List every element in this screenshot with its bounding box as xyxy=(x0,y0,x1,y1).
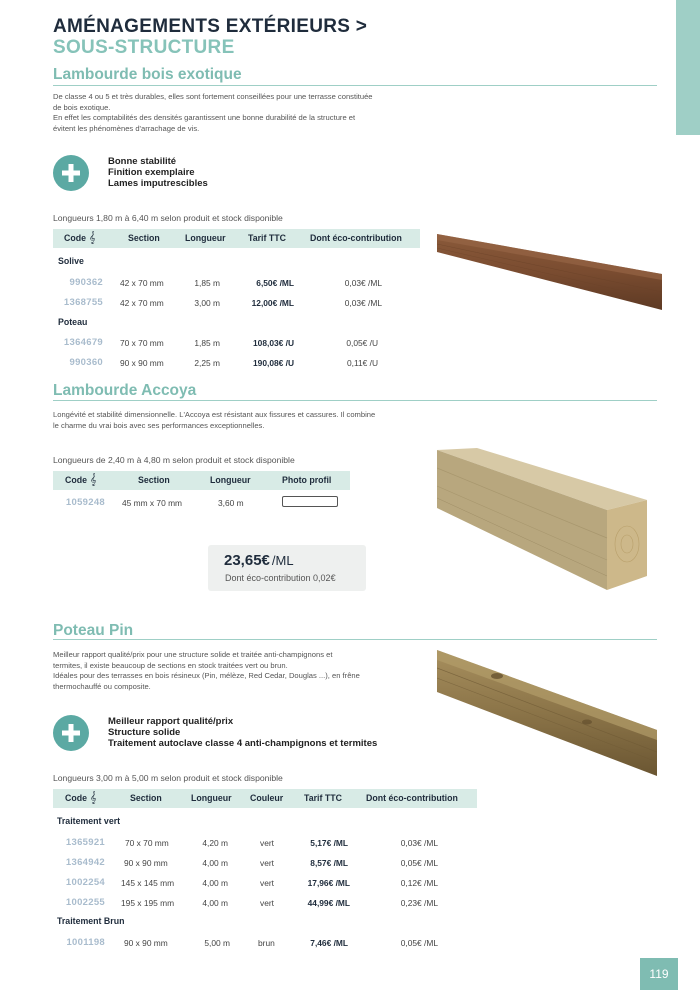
couleur-cell: vert xyxy=(260,858,274,868)
description-line: le charme du vrai bois avec ses performances exceptionnelles. xyxy=(53,420,265,430)
tarif-cell: 190,08€ /U xyxy=(253,358,294,368)
section-divider xyxy=(53,85,657,86)
lambourde-accoya-photo xyxy=(437,448,652,598)
longueur-cell: 4,00 m xyxy=(202,898,228,908)
longueur-cell: 5,00 m xyxy=(204,938,230,948)
col-header-tarif: Tarif TTC xyxy=(248,233,286,243)
price-value: 23,65€ xyxy=(224,552,270,569)
benefit-item: Traitement autoclave classe 4 anti-champignons et termites xyxy=(108,738,378,749)
price-eco-contribution: Dont éco-contribution 0,02€ xyxy=(225,573,336,583)
description-line: de bois exotique. xyxy=(53,102,111,112)
col-header-longueur: Longueur xyxy=(185,233,226,243)
description-line: termites, il existe beaucoup de sections en stock traitées vert ou brun. xyxy=(53,660,288,670)
product-code: 1002255 xyxy=(65,897,105,908)
product-code: 1364942 xyxy=(65,857,105,868)
product-code: 990362 xyxy=(69,277,103,288)
tarif-cell: 17,96€ /ML xyxy=(307,878,350,888)
tarif-cell: 5,17€ /ML xyxy=(310,838,348,848)
col-header-code: Code 𝄞 xyxy=(64,229,96,248)
eco-cell: 0,11€ /U xyxy=(346,358,378,368)
section-divider xyxy=(53,400,657,401)
eco-cell: 0,05€ /ML xyxy=(400,938,438,948)
group-label: Poteau xyxy=(58,317,88,327)
tarif-cell: 7,46€ /ML xyxy=(310,938,348,948)
eco-cell: 0,03€ /ML xyxy=(400,838,438,848)
page-title-line1: AMÉNAGEMENTS EXTÉRIEURS > xyxy=(53,16,368,37)
col-header-longueur: Longueur xyxy=(210,475,251,485)
section-title-lambourde-accoya: Lambourde Accoya xyxy=(53,382,197,399)
group-label: Traitement vert xyxy=(57,816,121,826)
section-cell: 45 mm x 70 mm xyxy=(122,498,183,508)
benefit-item: Finition exemplaire xyxy=(108,167,195,178)
section-cell: 70 x 70 mm xyxy=(125,838,169,848)
col-header-photo: Photo profil xyxy=(282,475,332,485)
col-header-couleur: Couleur xyxy=(250,793,284,803)
lambourde-exotique-photo xyxy=(437,232,662,312)
treble-clef-icon: 𝄞 xyxy=(89,232,96,244)
description-line: De classe 4 ou 5 et très durables, elles sont fortement conseillées pour une terrasse constituée xyxy=(53,92,373,101)
table-header xyxy=(53,789,477,808)
benefits-list xyxy=(108,156,208,189)
poteau-pin-photo xyxy=(437,648,657,778)
product-code: 1368755 xyxy=(63,297,103,308)
section-divider xyxy=(53,639,657,640)
side-color-strip xyxy=(676,0,700,135)
lengths-note: Longueurs 1,80 m à 6,40 m selon produit et stock disponible xyxy=(53,213,283,223)
lengths-note: Longueurs 3,00 m à 5,00 m selon produit et stock disponible xyxy=(53,773,283,783)
col-header-code: Code 𝄞 xyxy=(65,789,97,808)
benefits-list xyxy=(108,716,377,749)
benefit-item: Structure solide xyxy=(108,727,181,738)
longueur-cell: 2,25 m xyxy=(194,358,220,368)
benefit-item: Lames imputrescibles xyxy=(108,178,208,189)
product-code: 990360 xyxy=(69,357,103,368)
page-number: 119 xyxy=(640,958,678,990)
product-code: 1059248 xyxy=(65,497,105,508)
description-line: Meilleur rapport qualité/prix pour une structure solide et traitée anti-champignons et xyxy=(53,650,333,659)
product-code: 1365921 xyxy=(65,837,105,848)
description-lambourde-exotique xyxy=(53,92,423,134)
eco-cell: 0,03€ /ML xyxy=(344,278,382,288)
couleur-cell: brun xyxy=(258,938,275,948)
eco-cell: 0,05€ /U xyxy=(346,338,378,348)
benefit-item: Bonne stabilité xyxy=(108,156,177,167)
description-poteau-pin xyxy=(53,650,421,692)
section-cell: 90 x 90 mm xyxy=(124,858,168,868)
description-line: Longévité et stabilité dimensionnelle. L'Accoya est résistant aux fissures et cassures. Il combine xyxy=(53,410,376,419)
treble-clef-icon: 𝄞 xyxy=(90,474,97,486)
col-header-section: Section xyxy=(128,233,160,243)
section-title-poteau-pin: Poteau Pin xyxy=(53,622,134,639)
description-lambourde-accoya xyxy=(53,410,425,431)
group-label: Traitement Brun xyxy=(57,916,125,926)
eco-cell: 0,23€ /ML xyxy=(400,898,438,908)
longueur-cell: 1,85 m xyxy=(194,278,220,288)
table-header xyxy=(53,229,420,248)
col-header-section: Section xyxy=(138,475,170,485)
product-code: 1002254 xyxy=(65,877,105,888)
section-cell: 90 x 90 mm xyxy=(124,938,168,948)
section-cell: 42 x 70 mm xyxy=(120,298,164,308)
section-cell: 42 x 70 mm xyxy=(120,278,164,288)
price-line xyxy=(224,552,294,570)
eco-cell: 0,05€ /ML xyxy=(400,858,438,868)
price-unit: /ML xyxy=(271,553,294,568)
couleur-cell: vert xyxy=(260,878,274,888)
col-header-eco: Dont éco-contribution xyxy=(310,233,402,243)
page-title-line2: SOUS-STRUCTURE xyxy=(53,37,235,58)
longueur-cell: 1,85 m xyxy=(194,338,220,348)
table-header xyxy=(53,471,350,490)
lengths-note: Longueurs de 2,40 m à 4,80 m selon produit et stock disponible xyxy=(53,455,295,465)
couleur-cell: vert xyxy=(260,898,274,908)
section-title-lambourde-exotique: Lambourde bois exotique xyxy=(53,66,242,83)
product-code: 1364679 xyxy=(63,337,103,348)
plus-circle-icon xyxy=(53,155,89,191)
col-header-longueur: Longueur xyxy=(191,793,232,803)
eco-cell: 0,03€ /ML xyxy=(344,298,382,308)
treble-clef-icon: 𝄞 xyxy=(90,792,97,804)
longueur-cell: 4,00 m xyxy=(202,858,228,868)
description-line: En effet les comptabilités des densités garantissent une bonne durabilité de la structure et xyxy=(53,113,356,122)
group-label: Solive xyxy=(58,256,84,266)
tarif-cell: 8,57€ /ML xyxy=(310,858,348,868)
section-cell: 195 x 195 mm xyxy=(121,898,175,908)
product-code: 1001198 xyxy=(66,937,105,948)
eco-cell: 0,12€ /ML xyxy=(400,878,438,888)
section-cell: 70 x 70 mm xyxy=(120,338,164,348)
tarif-cell: 44,99€ /ML xyxy=(307,898,350,908)
profile-photo-box xyxy=(282,496,338,507)
description-line: thermochauffé ou composite. xyxy=(53,681,151,691)
tarif-cell: 12,00€ /ML xyxy=(251,298,294,308)
plus-circle-icon xyxy=(53,715,89,751)
longueur-cell: 3,00 m xyxy=(194,298,220,308)
tarif-cell: 108,03€ /U xyxy=(253,338,294,348)
section-cell: 90 x 90 mm xyxy=(120,358,164,368)
col-header-tarif: Tarif TTC xyxy=(304,793,342,803)
description-line: Idéales pour des terrasses en bois résineux (Pin, mélèze, Red Cedar, Douglas ...), en frêne xyxy=(53,671,360,680)
price-badge xyxy=(208,545,366,591)
col-header-code: Code 𝄞 xyxy=(65,471,97,490)
longueur-cell: 3,60 m xyxy=(218,498,244,508)
longueur-cell: 4,20 m xyxy=(202,838,228,848)
col-header-section: Section xyxy=(130,793,162,803)
longueur-cell: 4,00 m xyxy=(202,878,228,888)
section-cell: 145 x 145 mm xyxy=(121,878,175,888)
col-header-eco: Dont éco-contribution xyxy=(366,793,458,803)
benefit-item: Meilleur rapport qualité/prix xyxy=(108,716,234,727)
description-line: évitent les phénomènes d'arrachage de vis. xyxy=(53,123,200,133)
tarif-cell: 6,50€ /ML xyxy=(256,278,294,288)
couleur-cell: vert xyxy=(260,838,274,848)
